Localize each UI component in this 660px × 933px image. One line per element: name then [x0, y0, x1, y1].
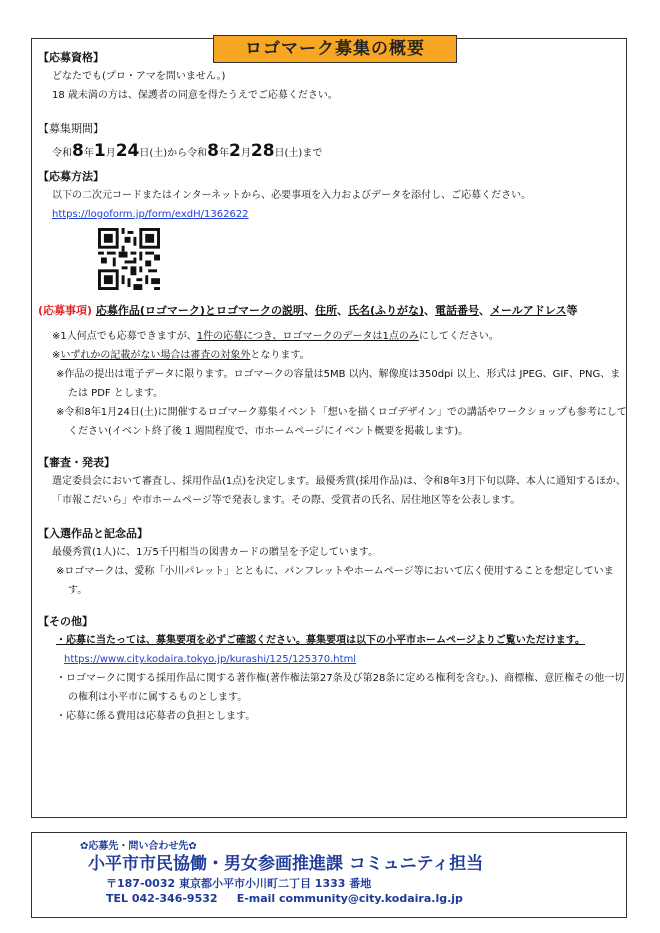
main-content	[38, 48, 628, 726]
eligibility-line: 18 歳未満の方は、保護者の同意を得たうえでご応募ください。	[52, 90, 338, 101]
period-text: 令和8年1月24日(土)から令和8年2月28日(土)まで	[52, 141, 323, 161]
prizes-heading: 【入選作品と記念品】	[38, 527, 148, 540]
note-line: ※1人何点でも応募できますが、1件の応募につき、ロゴマークのデータは1点のみにしてください。	[52, 331, 499, 342]
review-heading: 【審査・発表】	[38, 456, 115, 469]
contact-box	[31, 832, 627, 918]
prizes-line: 最優秀賞(1人)に、1万5千円相当の図書カードの贈呈を予定しています。	[52, 547, 379, 558]
contact-phone-email: TEL 042-346-9532 E-mail community@city.kodaira.lg.jp	[106, 892, 463, 905]
other-line: ・応募に当たっては、募集要項を必ずご確認ください。募集要項は以下の小平市ホームページよりご覧いただけます。	[56, 635, 585, 646]
note-line: ※令和8年1月24日(土)に開催するロゴマーク募集イベント「想いを描くロゴデザイン」での講話やワークショップも参考にしてください(イベント終了後 1 週間程度で、市ホームページにイベント概要を掲載します)。	[56, 407, 627, 437]
guidelines-link[interactable]: https://www.city.kodaira.tokyo.jp/kurashi/125/125370.html	[64, 654, 357, 665]
qr-code-icon[interactable]	[98, 228, 160, 290]
required-items: (応募事項) 応募作品(ロゴマーク)とロゴマークの説明、住所、氏名(ふりがな)、電話番号、メールアドレス等	[38, 304, 578, 317]
page-title: ロゴマーク募集の概要	[213, 35, 457, 63]
review-text: 選定委員会において審査し、採用作品(1点)を決定します。最優秀賞(採用作品)は、令和8年3月下旬以降、本人に通知するほか、「市報こだいら」や市ホームページ等で発表します。その際、受賞者の氏名、居住地区等を公表します。	[52, 476, 626, 506]
note-line: ※いずれかの記載がない場合は審査の対象外となります。	[52, 350, 310, 361]
note-line: ※作品の提出は電子データに限ります。ロゴマークの容量は5MB 以内、解像度は350dpi 以上、形式は JPEG、GIF、PNG、または PDF とします。	[56, 369, 621, 399]
method-text: 以下の二次元コードまたはインターネットから、必要事項を入力およびデータを添付し、ご応募ください。	[52, 190, 532, 201]
period-heading: 【募集期間】	[38, 122, 104, 135]
contact-heading: ✿応募先・問い合わせ先✿	[80, 841, 197, 852]
other-heading: 【その他】	[38, 615, 93, 628]
contact-address: 〒187-0032 東京都小平市小川町二丁目 1333 番地	[106, 877, 372, 890]
method-heading: 【応募方法】	[38, 170, 104, 183]
eligibility-line: どなたでも(プロ・アマを問いません。)	[52, 71, 226, 82]
prizes-line: ※ロゴマークは、愛称「小川パレット」とともに、パンフレットやホームページ等において広く使用することを想定しています。	[56, 566, 614, 596]
form-link[interactable]: https://logoform.jp/form/exdH/1362622	[52, 209, 249, 220]
contact-org: 小平市市民協働・男女参画推進課 コミュニティ担当	[88, 854, 484, 874]
other-line: ・応募に係る費用は応募者の負担とします。	[56, 711, 256, 722]
other-line: ・ロゴマークに関する採用作品に関する著作権(著作権法第27条及び第28条に定める権利を含む。)、商標権、意匠権その他一切の権利は小平市に属するものとします。	[56, 673, 625, 703]
eligibility-heading: 【応募資格】	[38, 51, 104, 64]
